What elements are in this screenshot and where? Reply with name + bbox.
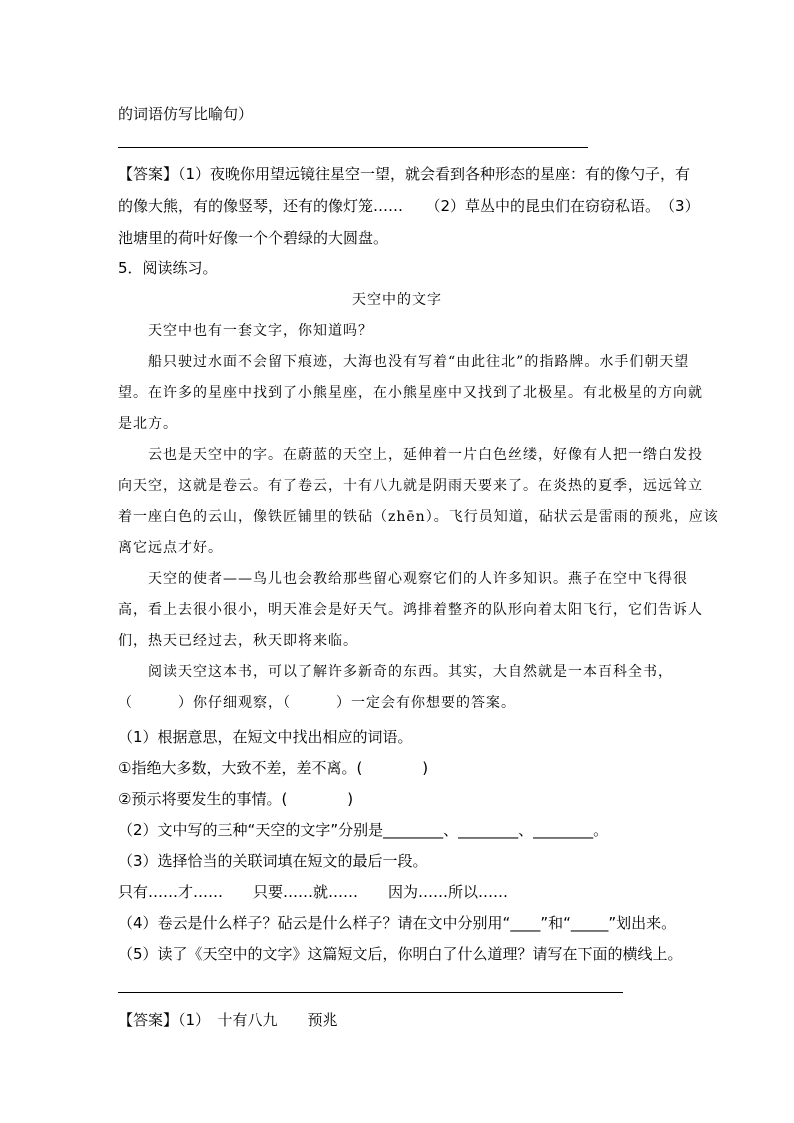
passage-line: 云也是天空中的字。在蔚蓝的天空上，延伸着一片白色丝缕，好像有人把一绺白发投 (148, 447, 703, 463)
passage-line: 天空中也有一套文字，你知道吗？ (148, 323, 373, 339)
passage-line: 船只驶过水面不会留下痕迹，大海也没有写着“由此往北”的指路牌。水手们朝天望 (148, 354, 690, 370)
passage-title: 天空中的文字 (352, 292, 442, 308)
passage-line: （ ）你仔细观察，（ ）一定会有你想要的答案。 (118, 695, 516, 711)
sub-question: （3）选择恰当的关联词填在短文的最后一段。 (118, 852, 428, 870)
answer-rule (118, 992, 623, 993)
answer-1-line-2: 的像大熊，有的像竖琴，还有的像灯笼…… （2）草丛中的昆虫们在窃窃私语。 （3） (118, 197, 700, 215)
sub-question: （1）根据意思，在短文中找出相应的词语。 (118, 728, 413, 746)
answer-rule (118, 147, 588, 148)
sub-question: （4）卷云是什么样子？砧云是什么样子？请在文中分别用“____”和“_____”划出来。 (118, 914, 677, 932)
question-5-heading: 5．阅读练习。 (118, 259, 218, 277)
passage-line: 们，热天已经过去，秋天即将来临。 (118, 633, 358, 649)
passage-line: 天空的使者——鸟儿也会教给那些留心观察它们的人许多知识。燕子在空中飞得很 (148, 571, 688, 587)
answer-1-line-3: 池塘里的荷叶好像一个个碧绿的大圆盘。 (118, 229, 389, 247)
sub-question: （2）文中写的三种“天空的文字”分别是________、________、________。 (118, 821, 609, 839)
prompt-tail: 的词语仿写比喻句） (118, 105, 254, 123)
passage-line: 向天空，这就是卷云。有了卷云，十有八九就是阴雨天要来了。在炎热的夏季，远远耸立 (118, 478, 703, 494)
sub-question: 只有……才…… 只要……就…… 因为……所以…… (118, 883, 509, 901)
sub-question: ②预示将要发生的事情。( ) (118, 790, 354, 808)
passage-line: 着一座白色的云山，像铁匠铺里的铁砧（zhēn）。飞行员知道，砧状云是雷雨的预兆，应该 (118, 509, 719, 525)
sub-question: （5）读了《天空中的文字》这篇短文后，你明白了什么道理？请写在下面的横线上。 (118, 945, 683, 963)
passage-line: 离它远点才好。 (118, 540, 223, 556)
passage-line: 是北方。 (118, 416, 178, 432)
passage-line: 望。在许多的星座中找到了小熊星座，在小熊星座中又找到了北极星。有北极星的方向就 (118, 385, 703, 401)
passage-line: 高，看上去很小很小，明天准会是好天气。鸿排着整齐的队形向着太阳飞行，它们告诉人 (118, 602, 703, 618)
sub-question: ①指绝大多数，大致不差，差不离。( ) (118, 759, 429, 777)
answer-1-line-1: 【答案】（1）夜晚你用望远镜往星空一望，就会看到各种形态的星座：有的像勺子，有 (118, 165, 691, 183)
answer-5: 【答案】（1） 十有八九 预兆 (118, 1011, 338, 1029)
passage-line: 阅读天空这本书，可以了解许多新奇的东西。其实，大自然就是一本百科全书， (148, 664, 673, 680)
